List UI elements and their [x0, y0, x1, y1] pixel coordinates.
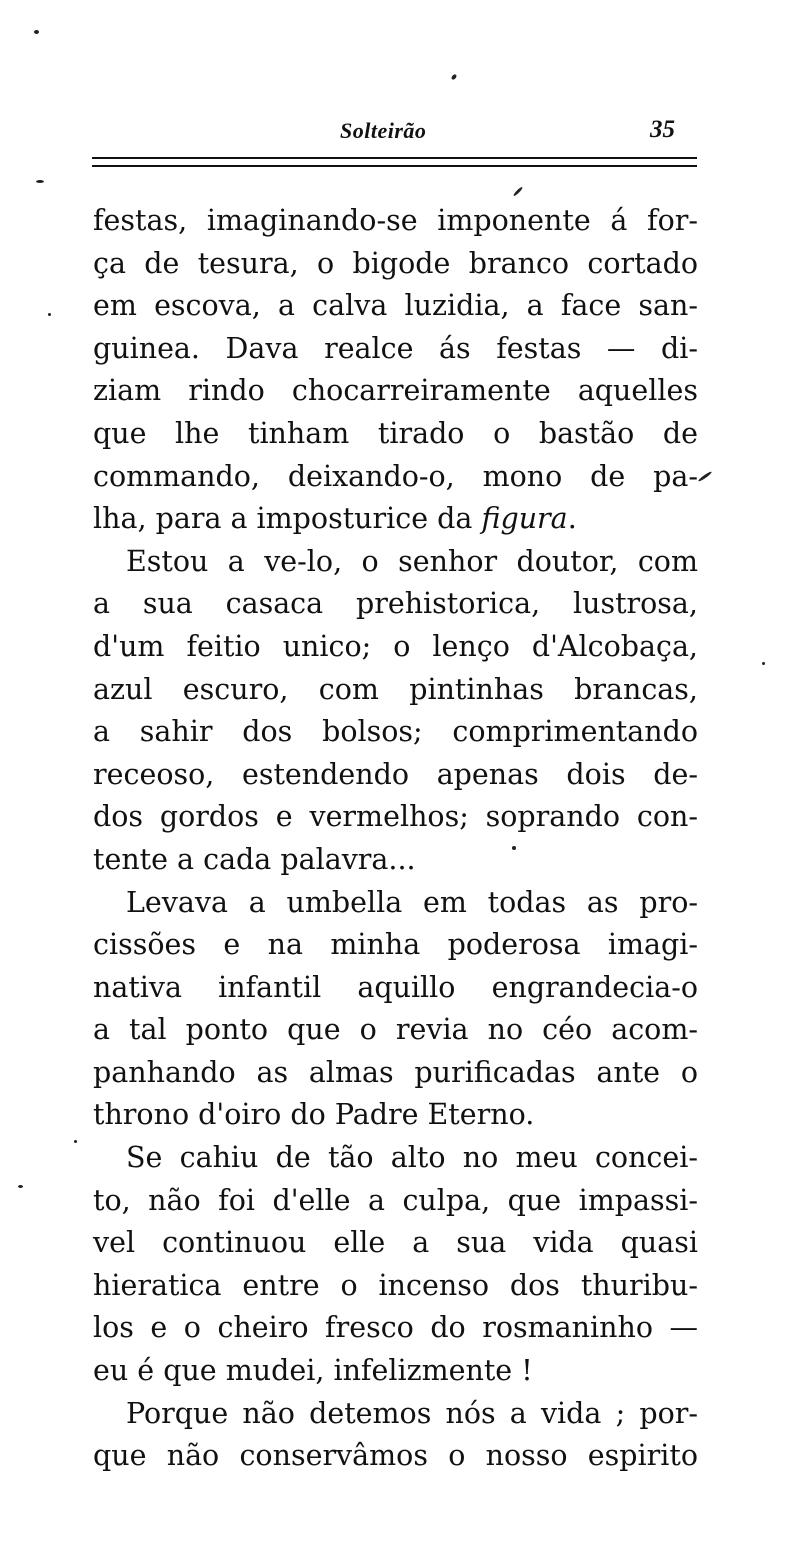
text-line: dos gordos e vermelhos; soprando con- — [93, 800, 698, 834]
text-line: to, não foi d'elle a culpa, que impassi- — [93, 1183, 698, 1217]
text-line: que não conservâmos o nosso espirito — [93, 1439, 698, 1473]
text-line: a sua casaca prehistorica, lustrosa, — [93, 587, 698, 621]
text-line: azul escuro, com pintinhas brancas, — [93, 672, 698, 706]
print-speck — [18, 1185, 23, 1188]
print-speck — [34, 30, 39, 34]
pencil-mark — [698, 471, 713, 483]
text-line: festas, imaginando-se imponente á for- — [93, 204, 698, 237]
text-line: ziam rindo chocarreiramente aquelles — [93, 374, 698, 408]
print-speck — [36, 180, 44, 183]
page-number: 35 — [650, 116, 675, 143]
body-text — [93, 200, 698, 1478]
print-speck — [762, 662, 765, 665]
text-line: throno d'oiro do Padre Eterno. — [93, 1098, 535, 1132]
italic-word: figura — [481, 502, 568, 536]
print-speck — [512, 846, 516, 850]
text-line: cissões e na minha poderosa imagi- — [93, 928, 698, 962]
text-line: guinea. Dava realce ás festas — di- — [93, 331, 698, 365]
text-line: commando, deixando-o, mono de pa- — [93, 459, 698, 493]
text-line: a sahir dos bolsos; comprimentando — [93, 715, 698, 749]
text-line: receoso, estendendo apenas dois de- — [93, 757, 698, 791]
text-line: Levava a umbella em todas as pro- — [126, 885, 698, 919]
text-line: a tal ponto que o revia no céo acom- — [93, 1013, 698, 1047]
text-line — [93, 498, 698, 541]
running-title: Solteirão — [340, 118, 427, 143]
text-line: los e o cheiro fresco do rosmaninho — — [93, 1311, 698, 1345]
text-line: nativa infantil aquillo engrandecia-o — [93, 970, 698, 1004]
text-line: que lhe tinham tirado o bastão de — [93, 416, 698, 450]
text-line: vel continuou elle a sua vida quasi — [93, 1226, 698, 1260]
header-rule-bottom — [92, 165, 697, 167]
print-speck — [48, 313, 51, 316]
text-line: hieratica entre o incenso dos thuribu- — [93, 1268, 698, 1302]
text-line: tente a cada palavra... — [93, 842, 416, 876]
text-line: d'um feitio unico; o lenço d'Alcobaça, — [93, 629, 698, 663]
text-line: Porque não detemos nós a vida ; por- — [126, 1396, 698, 1430]
text-line: eu é que mudei, infelizmente ! — [93, 1354, 533, 1388]
text-line: em escova, a calva luzidia, a face san- — [93, 289, 698, 323]
print-speck — [74, 1140, 77, 1143]
text-line: Estou a ve-lo, o senhor doutor, com — [126, 544, 698, 578]
pencil-mark — [513, 186, 524, 197]
text-line: panhando as almas purificadas ante o — [93, 1055, 698, 1089]
print-speck — [451, 73, 458, 80]
header-rule-top — [92, 157, 697, 159]
text-segment: lha, para a imposturice da — [93, 502, 482, 536]
text-segment: . — [567, 502, 577, 536]
text-line: ça de tesura, o bigode branco cortado — [93, 246, 698, 280]
text-line: Se cahiu de tão alto no meu concei- — [126, 1141, 698, 1175]
